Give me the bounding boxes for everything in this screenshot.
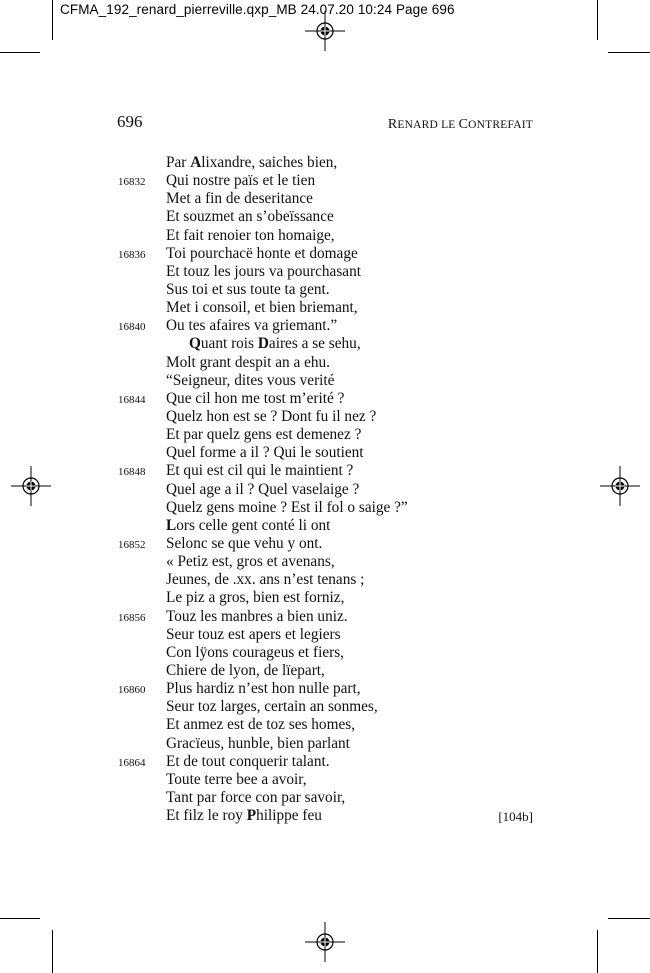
verse-segment: Sus toi et sus toute ta gent. — [166, 280, 330, 298]
line-number: 16864 — [118, 756, 146, 769]
line-number: 16844 — [118, 393, 146, 406]
verse-segment: Gracïeus, hunble, bien parlant — [166, 734, 350, 752]
verse-segment: Quel forme a il ? Qui le soutient — [166, 444, 364, 462]
verse-text-line — [166, 771, 307, 789]
page-number: 696 — [117, 112, 143, 131]
verse-segment: Quel age a il ? Quel vaselaige ? — [166, 480, 360, 498]
verse-line — [0, 299, 650, 317]
crop-mark-bottom-left-horizontal — [0, 918, 40, 919]
verse-line — [0, 281, 650, 299]
line-number: 16832 — [118, 176, 146, 189]
verse-segment: Et par quelz gens est demenez ? — [166, 426, 362, 444]
verse-text-line — [166, 426, 361, 444]
verse-line — [0, 716, 650, 734]
verse-line — [0, 680, 650, 698]
verse-line — [0, 481, 650, 499]
verse-text-line — [166, 644, 344, 662]
line-number: 16848 — [118, 466, 146, 479]
registration-mark-bottom-icon — [305, 922, 345, 962]
verse-text-line — [166, 716, 355, 734]
verse-text-line — [166, 263, 361, 281]
verse-segment: Et anmez est de toz ses homes, — [166, 716, 356, 734]
verse-segment: uant rois — [200, 335, 258, 353]
verse-segment: Touz les manbres a bien uniz. — [166, 607, 348, 625]
verse-text-line — [166, 462, 353, 480]
verse-text-line — [166, 390, 344, 408]
verse-segment: Plus hardiz n’est hon nulle part, — [166, 680, 361, 698]
verse-segment: Toute terre bee a avoir, — [166, 770, 307, 788]
verse-line — [0, 662, 650, 680]
verse-line — [0, 227, 650, 245]
verse-text-line — [166, 299, 358, 317]
verse-line — [0, 771, 650, 789]
verse-segment: Et filz le roy — [166, 807, 247, 825]
line-number: 16840 — [118, 321, 146, 334]
verse-line — [0, 644, 650, 662]
verse-segment: Que cil hon me tost m’erité ? — [166, 389, 345, 407]
verse-text-line — [166, 317, 337, 335]
verse-line — [0, 263, 650, 281]
verse-text-line — [189, 335, 361, 353]
verse-line — [0, 553, 650, 571]
verse-segment: Chiere de lyon, de lïepart, — [166, 661, 325, 679]
verse-segment: Et touz les jours va pourchasant — [166, 262, 361, 280]
verse-segment: Toi pourchacë honte et domage — [166, 244, 358, 262]
line-number: 16860 — [118, 684, 146, 697]
verse-line — [0, 317, 650, 335]
verse-line — [0, 245, 650, 263]
verse-text — [0, 154, 650, 825]
crop-mark-bottom-left-vertical — [52, 930, 53, 973]
verse-line — [0, 190, 650, 208]
verse-text-line — [166, 208, 334, 226]
verse-line — [0, 571, 650, 589]
verse-line — [0, 626, 650, 644]
verse-segment: Molt grant despit an a ehu. — [166, 353, 330, 371]
verse-line — [0, 208, 650, 226]
verse-line — [0, 372, 650, 390]
crop-mark-top-left-vertical — [52, 0, 53, 40]
verse-text-line — [166, 662, 325, 680]
line-number: 16856 — [118, 611, 146, 624]
verse-text-line — [166, 245, 358, 263]
verse-segment: Le piz a gros, bien est forniz, — [166, 589, 345, 607]
verse-segment: Et qui est cil qui le maintient ? — [166, 462, 354, 480]
verse-text-line — [166, 626, 341, 644]
crop-mark-bottom-right-vertical — [597, 930, 598, 973]
verse-text-line — [166, 789, 345, 807]
verse-text-line — [166, 444, 364, 462]
verse-segment: Jeunes, de .xx. ans n’est tenans ; — [166, 571, 365, 589]
verse-segment: Qui nostre païs et le tien — [166, 172, 316, 190]
verse-segment: aires a se sehu, — [268, 335, 361, 353]
verse-segment: Con lÿons courageus et fiers, — [166, 643, 344, 661]
bold-initial: Q — [189, 335, 201, 353]
verse-segment: Quelz gens moine ? Est il fol o saige ?” — [166, 498, 408, 516]
verse-text-line — [166, 172, 315, 190]
verse-text-line — [166, 807, 322, 825]
verse-line — [0, 335, 650, 353]
verse-text-line — [166, 190, 313, 208]
verse-text-line — [166, 517, 330, 535]
crop-mark-top-right-vertical — [597, 0, 598, 40]
verse-segment: Et souzmet an s’obeïssance — [166, 208, 334, 226]
verse-text-line — [166, 408, 376, 426]
bold-initial: D — [257, 335, 269, 353]
folio-reference: [104b] — [498, 809, 533, 825]
verse-text-line — [166, 608, 348, 626]
verse-segment: Seur touz est apers et legiers — [166, 625, 341, 643]
bold-initial: A — [190, 154, 202, 171]
verse-segment: Quelz hon est se ? Dont fu il nez ? — [166, 407, 377, 425]
registration-mark-top-icon — [305, 11, 345, 51]
verse-segment: Selonc se que vehu y ont. — [166, 534, 323, 552]
running-head-cap: C — [458, 117, 469, 132]
verse-text-line — [166, 281, 330, 299]
running-head-cap: R — [387, 117, 398, 132]
crop-mark-top-right-horizontal — [608, 52, 650, 53]
crop-mark-bottom-right-horizontal — [608, 918, 650, 919]
verse-line — [0, 390, 650, 408]
verse-segment: Tant par force con par savoir, — [166, 788, 346, 806]
verse-line — [0, 172, 650, 190]
verse-text-line — [166, 753, 330, 771]
verse-line — [0, 589, 650, 607]
verse-text-line — [166, 227, 335, 245]
verse-segment: Et fait renoier ton homaige, — [166, 226, 335, 244]
bold-initial: L — [166, 516, 177, 534]
running-head-text: ENARD LE — [397, 119, 459, 131]
crop-mark-top-left-horizontal — [0, 52, 40, 53]
verse-segment: Et de tout conquerir talant. — [166, 752, 330, 770]
slug-line: CFMA_192_renard_pierreville.qxp_MB 24.07.20 10:24 Page 696 — [60, 2, 455, 17]
line-number: 16852 — [118, 538, 146, 551]
verse-text-line — [166, 571, 364, 589]
verse-text-line — [166, 698, 378, 716]
verse-text-line — [166, 354, 330, 372]
verse-segment: Par — [166, 154, 191, 171]
verse-line — [0, 426, 650, 444]
verse-text-line — [166, 481, 359, 499]
verse-text-line — [166, 589, 344, 607]
verse-line — [0, 462, 650, 480]
running-head — [388, 117, 533, 133]
verse-line — [0, 154, 650, 172]
verse-line — [0, 354, 650, 372]
verse-segment: Met i consoil, et bien briemant, — [166, 299, 358, 317]
verse-line — [0, 735, 650, 753]
verse-segment: ors celle gent conté li ont — [176, 516, 331, 534]
verse-line — [0, 408, 650, 426]
verse-line — [0, 807, 650, 825]
verse-line — [0, 789, 650, 807]
verse-text-line — [166, 535, 322, 553]
verse-line — [0, 499, 650, 517]
verse-text-line — [166, 553, 335, 571]
verse-text-line — [166, 372, 334, 390]
verse-text-line — [166, 499, 408, 517]
verse-text-line — [166, 680, 361, 698]
verse-segment: « Petiz est, gros et avenans, — [166, 553, 335, 571]
verse-line — [0, 517, 650, 535]
verse-text-line — [166, 154, 337, 172]
verse-segment: hilippe feu — [256, 807, 322, 825]
running-head-text: ONTREFAIT — [468, 119, 533, 131]
verse-segment: Seur toz larges, certain an sonmes, — [166, 698, 378, 716]
line-number: 16836 — [118, 248, 146, 261]
verse-segment: “Seigneur, dites vous verité — [166, 371, 335, 389]
verse-text-line — [166, 735, 350, 753]
bold-initial: P — [246, 807, 257, 825]
verse-line — [0, 698, 650, 716]
verse-segment: lixandre, saiches bien, — [201, 154, 338, 171]
verse-segment: Ou tes afaires va griemant.” — [166, 317, 338, 335]
verse-segment: Met a fin de deseritance — [166, 190, 313, 208]
verse-line — [0, 535, 650, 553]
verse-line — [0, 608, 650, 626]
verse-line — [0, 753, 650, 771]
verse-line — [0, 444, 650, 462]
